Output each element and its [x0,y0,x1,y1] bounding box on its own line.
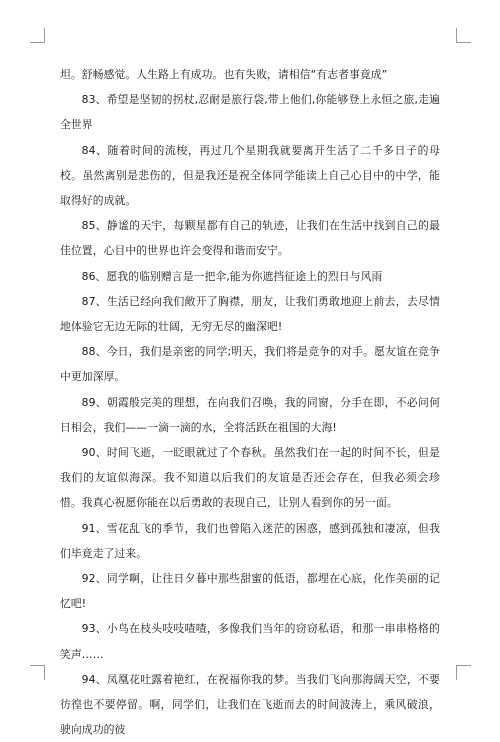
paragraph: 94、凤凰花吐露着艳红，在祝福你我的梦。当我们飞向那海阔天空，不要彷徨也不要停留。啊，同学们，让我们在飞逝而去的时间波涛上，乘风破浪，驶向成功的彼 [60,672,440,737]
paragraph: 92、同学啊，让往日夕暮中那些甜蜜的低语，都埋在心底，化作美丽的记忆吧! [60,572,440,611]
crop-mark-bottom-right [456,665,471,680]
crop-mark-top-right [456,28,471,43]
paragraph: 87、生活已经向我们敞开了胸襟，朋友，让我们勇敢地迎上前去，去尽情地体验它无边无际的壮阔，无穷无尽的幽深吧! [60,294,440,334]
paragraph: 坦。舒畅感觉。人生路上有成功。也有失败，请相信“有志者事竟成” [60,68,388,81]
paragraph: 93、小鸟在枝头吱吱喳喳，多像我们当年的窃窃私语，和那一串串格格的笑声…… [60,622,440,661]
paragraph: 85、静谧的天宇，每颗星都有自己的轨迹，让我们在生活中找到自己的最佳位置，心目中的世界也许会变得和谐而安宁。 [60,219,440,258]
paragraph: 90、时间飞逝，一眨眼就过了个春秋。虽然我们在一起的时间不长，但是我们的友谊似海深。我不知道以后我们的友谊是否还会存在，但我必须会珍惜。我真心祝愿你能在以后勇敢的表现自己，让别人看到你的另一面。 [60,446,440,510]
paragraph: 83、希望是坚韧的拐杖,忍耐是旅行袋,带上他们,你能够登上永恒之旅,走遍全世界 [60,93,440,132]
paragraph: 86、愿我的临别赠言是一把伞,能为你遮挡征途上的烈日与风雨 [81,269,383,283]
paragraph: 88、今日，我们是亲密的同学;明天，我们将是竞争的对手。愿友谊在竞争中更加深厚。 [60,345,440,384]
crop-mark-bottom-left [30,665,45,680]
crop-mark-top-left [30,28,45,43]
paragraph: 91、雪花乱飞的季节，我们也曾陷入迷茫的困惑，感到孤独和凄凉，但我们毕竟走了过来。 [60,521,440,560]
paragraph: 89、朝霞般完美的理想，在向我们召唤，我的同窗，分手在即，不必问何日相会，我们——一滴一滴的水，全将活跃在祖国的大海! [60,395,440,434]
paragraph: 84、随着时间的流梭，再过几个星期我就要离开生活了二千多日子的母校。虽然离别是悲伤的，但是我还是祝全体同学能读上自己心目中的中学，能取得好的成就。 [60,143,440,208]
document-body [60,62,440,742]
